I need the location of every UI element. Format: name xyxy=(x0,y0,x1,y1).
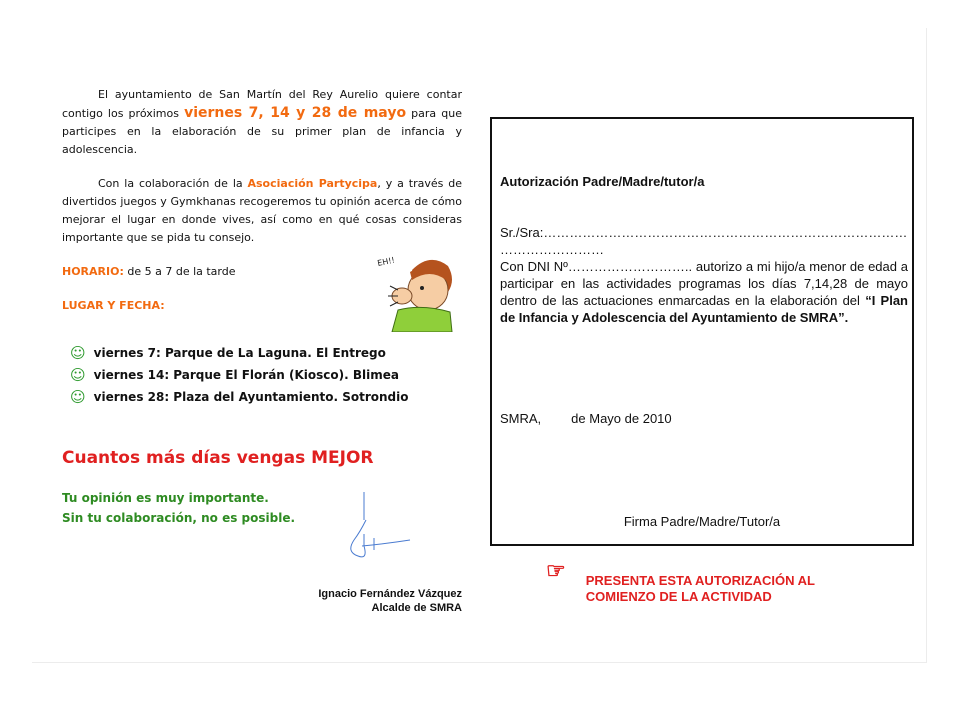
opinion-line-2: Sin tu colaboración, no es posible. xyxy=(62,511,296,525)
sr-sra-field-continuation: …………………… xyxy=(500,242,604,257)
form-body xyxy=(500,224,908,326)
list-item xyxy=(70,342,470,364)
intro-text-c: Con la colaboración de la xyxy=(98,177,248,190)
intro-text-a: El ayuntamiento de San Martín del Rey Aurelio quiere contar contigo los próximos xyxy=(62,88,462,120)
smiley-icon: ☺ xyxy=(70,366,86,384)
authorization-form xyxy=(490,117,914,546)
horario-value: de 5 a 7 de la tarde xyxy=(123,265,236,278)
signer-role: Alcalde de SMRA xyxy=(371,602,462,614)
signer-name: Ignacio Fernández Vázquez xyxy=(318,588,462,600)
signer-block xyxy=(270,587,462,615)
presenta-line-1: PRESENTA ESTA AUTORIZACIÓN AL xyxy=(585,573,815,588)
intro-paragraph-1 xyxy=(62,86,462,159)
date-place: SMRA, xyxy=(500,411,542,426)
smiley-icon: ☺ xyxy=(70,344,86,362)
pointing-hand-icon: ☞ xyxy=(546,558,566,583)
lugar-label: LUGAR Y FECHA: xyxy=(62,299,165,312)
event-item-text: viernes 7: Parque de La Laguna. El Entrego xyxy=(93,346,386,360)
signature xyxy=(340,490,430,564)
form-body-text: Con DNI Nº……………………….. autorizo a mi hijo/a menor de edad a participar en las actividades programas los días 7,14,28 de mayo dentro de las actuaciones enmarcadas en la elaboración del xyxy=(500,259,908,308)
presenta-line-2: COMIENZO DE LA ACTIVIDAD xyxy=(585,589,772,604)
list-item xyxy=(70,386,470,408)
presenta-text xyxy=(586,573,815,605)
list-item xyxy=(70,364,470,386)
opinion-text xyxy=(62,488,295,528)
form-title: Autorización Padre/Madre/tutor/a xyxy=(500,174,705,189)
smiley-icon: ☺ xyxy=(70,388,86,406)
date-line xyxy=(500,411,672,426)
signature-label: Firma Padre/Madre/Tutor/a xyxy=(623,514,781,529)
intro-text-d: , y a través de divertidos juegos y Gymkhanas recogeremos tu opinión acerca de cómo mejorar el lugar en donde vives, así como en qué cosas consideras importante que se pida tu consejo. xyxy=(62,177,462,244)
cuantos-heading: Cuantos más días vengas MEJOR xyxy=(62,448,374,468)
association-name: Asociación Partycipa xyxy=(247,177,378,190)
sr-sra-field: Sr./Sra:………………………………………………………………………… xyxy=(500,225,908,240)
event-item-text: viernes 28: Plaza del Ayuntamiento. Sotrondio xyxy=(93,390,409,404)
opinion-line-1: Tu opinión es muy importante. xyxy=(62,491,269,505)
dates-highlight: viernes 7, 14 y 28 de mayo xyxy=(184,105,407,121)
presenta-notice xyxy=(546,558,815,605)
horario-label: HORARIO: xyxy=(62,265,124,278)
intro-text-b: para que participes en la elaboración de su primer plan de infancia y adolescencia. xyxy=(62,107,462,156)
event-list xyxy=(70,342,470,408)
date-text: de Mayo de 2010 xyxy=(571,411,672,426)
shout-text: EH!! xyxy=(376,255,396,268)
plan-name: “I Plan de Infancia y Adolescencia del Ayuntamiento de SMRA”. xyxy=(500,293,908,325)
event-item-text: viernes 14: Parque El Florán (Kiosco). Blimea xyxy=(93,368,400,382)
shouting-kid-illustration xyxy=(372,250,456,332)
intro-paragraph-2 xyxy=(62,175,462,247)
